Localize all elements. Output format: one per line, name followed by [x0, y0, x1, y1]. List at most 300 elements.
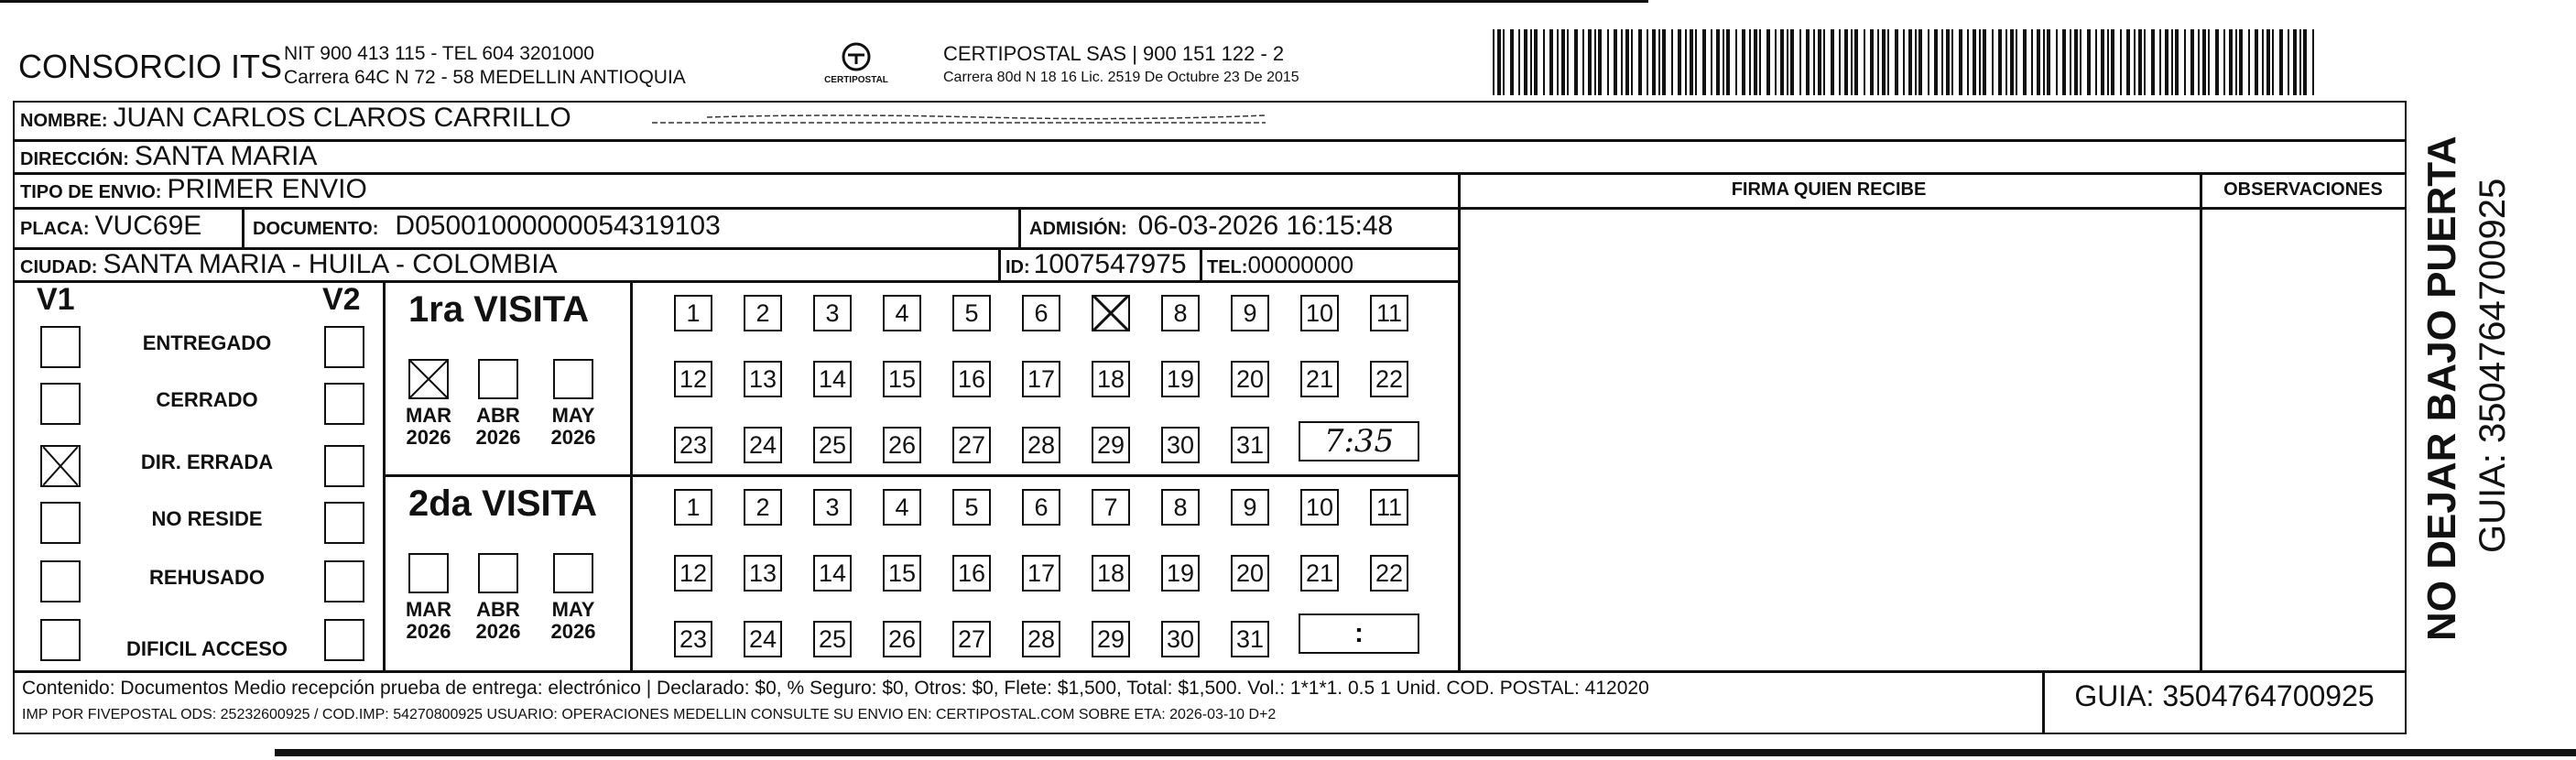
- day-number: 6: [1034, 299, 1049, 327]
- day-number: 2: [755, 493, 770, 521]
- admision-label: ADMISIÓN:: [1029, 219, 1127, 239]
- tipo-value: PRIMER ENVIO: [167, 174, 367, 204]
- day-box[interactable]: [1370, 361, 1408, 397]
- barcode-bar: [1759, 29, 1761, 95]
- barcode-bar: [1614, 29, 1617, 95]
- first-visit-time[interactable]: [1299, 421, 1419, 461]
- day-box[interactable]: [813, 361, 852, 397]
- v2-checkbox[interactable]: [324, 383, 364, 425]
- tipo-label: TIPO DE ENVIO:: [20, 182, 162, 202]
- day-box[interactable]: [952, 361, 991, 397]
- second-visit-time-value: :: [1354, 618, 1364, 648]
- second-visit-time[interactable]: [1299, 613, 1419, 654]
- placa-label: PLACA:: [20, 219, 90, 239]
- barcode-bar: [1928, 29, 1929, 95]
- month-name: MAY: [551, 404, 595, 427]
- day-box[interactable]: [1300, 361, 1339, 397]
- barcode-bar: [1647, 29, 1648, 95]
- v2-checkbox[interactable]: [324, 445, 364, 487]
- day-box[interactable]: [1022, 489, 1060, 526]
- day-number: 18: [1096, 364, 1125, 393]
- tipo-row: [20, 174, 367, 205]
- barcode-bar: [2262, 29, 2264, 95]
- day-box[interactable]: [744, 621, 782, 657]
- day-number: 26: [887, 430, 917, 459]
- nombre-value: JUAN CARLOS CLAROS CARRILLO: [113, 103, 571, 133]
- day-box[interactable]: [1231, 489, 1269, 526]
- day-box[interactable]: [1022, 555, 1060, 592]
- barcode-bar: [2037, 29, 2040, 95]
- barcode-bar: [2175, 29, 2179, 95]
- day-box[interactable]: [1300, 295, 1339, 331]
- barcode-bar: [2184, 29, 2186, 95]
- barcode-bar: [2239, 29, 2243, 95]
- barcode-bar: [2272, 29, 2274, 95]
- day-box[interactable]: [1022, 295, 1060, 331]
- status-label: CERRADO: [156, 388, 258, 411]
- barcode-bar: [1799, 29, 1801, 95]
- barcode-bar: [2070, 29, 2071, 95]
- day-box[interactable]: [744, 555, 782, 592]
- month-checkbox[interactable]: [478, 359, 518, 399]
- certipostal-logo: [815, 37, 897, 92]
- month-checkbox[interactable]: [553, 359, 593, 399]
- barcode-bar: [2031, 29, 2033, 95]
- barcode-bar: [1780, 29, 1784, 95]
- barcode-bar: [2202, 29, 2206, 95]
- documento-row: [253, 211, 721, 242]
- day-box[interactable]: [952, 555, 991, 592]
- barcode-bar: [2235, 29, 2237, 95]
- side-warning: NO DEJAR BAJO PUERTA: [2419, 136, 2464, 641]
- day-number: 11: [1375, 299, 1403, 327]
- day-number: 3: [825, 299, 840, 327]
- day-box[interactable]: [883, 621, 921, 657]
- day-box[interactable]: [1161, 621, 1200, 657]
- barcode-bar: [2288, 29, 2289, 95]
- day-box[interactable]: [1092, 621, 1130, 657]
- v2-label: V2: [322, 282, 361, 317]
- company-nit: NIT 900 413 115 - TEL 604 3201000: [284, 43, 594, 64]
- day-number: 28: [1027, 430, 1056, 459]
- tel-row: [1207, 251, 1353, 279]
- barcode-bar: [2266, 29, 2270, 95]
- barcode-bar: [2087, 29, 2091, 95]
- day-number: 1: [686, 299, 701, 327]
- direccion-label: DIRECCIÓN:: [20, 149, 129, 169]
- barcode-bar: [1851, 29, 1853, 95]
- barcode-bar: [1870, 29, 1874, 95]
- barcode-bar: [1557, 29, 1559, 95]
- barcode-bar: [1790, 29, 1794, 95]
- barcode-bar: [1621, 29, 1623, 95]
- day-number: 29: [1096, 624, 1125, 653]
- day-number: 17: [1027, 559, 1056, 587]
- month-name: ABR: [476, 598, 520, 621]
- carrier-name: CERTIPOSTAL SAS | 900 151 122 - 2: [943, 42, 1285, 65]
- month-year: 2026: [550, 620, 596, 643]
- day-number: 20: [1235, 559, 1265, 587]
- day-number: 25: [818, 430, 847, 459]
- barcode-bar: [1524, 29, 1527, 95]
- month-year: 2026: [550, 426, 596, 449]
- month-year: 2026: [475, 620, 521, 643]
- barcode: [1493, 29, 2317, 95]
- barcode-bar: [1652, 29, 1656, 95]
- day-box[interactable]: [674, 295, 712, 331]
- day-box[interactable]: [1370, 489, 1408, 526]
- day-number: 18: [1096, 559, 1125, 587]
- nombre-scribble: [652, 110, 1266, 128]
- v1-checkbox[interactable]: [40, 326, 81, 368]
- barcode-bar: [1549, 29, 1553, 95]
- day-box[interactable]: [952, 489, 991, 526]
- day-number: 9: [1243, 493, 1257, 521]
- barcode-bar: [1903, 29, 1905, 95]
- status-label: REHUSADO: [149, 566, 265, 589]
- footer-contenido: Contenido: Documentos Medio recepción prueba de entrega: electrónico | Declarado: $0, % Seguro: $0, Otros: $0, Flete: $1,500, Total: $1,500. Vol.: 1*1*1. 0.5 1 Unid. COD. POSTAL: 412020: [22, 678, 1649, 699]
- barcode-bar: [1998, 29, 2002, 95]
- month-name: MAR: [405, 404, 452, 427]
- barcode-bar: [2223, 29, 2225, 95]
- day-box[interactable]: [1022, 361, 1060, 397]
- barcode-bar: [1864, 29, 1865, 95]
- v2-checkbox[interactable]: [324, 619, 364, 661]
- barcode-bar: [1723, 29, 1724, 95]
- day-box[interactable]: [674, 427, 712, 463]
- id-row: [1005, 249, 1187, 280]
- barcode-bar: [1895, 29, 1898, 95]
- barcode-bar: [2299, 29, 2301, 95]
- barcode-bar: [2208, 29, 2210, 95]
- day-number: 30: [1166, 430, 1195, 459]
- barcode-bar: [1638, 29, 1642, 95]
- barcode-bar: [1716, 29, 1720, 95]
- day-box[interactable]: [744, 489, 782, 526]
- barcode-bar: [2138, 29, 2142, 95]
- barcode-bar: [1823, 29, 1825, 95]
- barcode-bar: [1934, 29, 1938, 95]
- barcode-bar: [1749, 29, 1751, 95]
- admision-row: [1029, 211, 1393, 242]
- day-number: 19: [1166, 364, 1195, 393]
- v2-checkbox[interactable]: [324, 502, 364, 544]
- day-box[interactable]: [1092, 489, 1130, 526]
- barcode-bar: [2165, 29, 2168, 95]
- day-box[interactable]: [1092, 295, 1130, 331]
- day-number: 3: [825, 493, 840, 521]
- day-box[interactable]: [1231, 361, 1269, 397]
- barcode-bar: [2134, 29, 2136, 95]
- day-box[interactable]: [1231, 555, 1269, 592]
- barcode-bar: [2144, 29, 2146, 95]
- day-box[interactable]: [1161, 361, 1200, 397]
- day-box[interactable]: [1370, 555, 1408, 592]
- logo-text: CERTIPOSTAL: [824, 75, 888, 85]
- day-box[interactable]: [813, 555, 852, 592]
- barcode-bar: [1941, 29, 1943, 95]
- day-box[interactable]: [744, 295, 782, 331]
- company-name: CONSORCIO ITS: [18, 48, 283, 85]
- month-label: [401, 599, 456, 643]
- day-box[interactable]: [744, 361, 782, 397]
- month-name: MAY: [551, 598, 595, 621]
- barcode-bar: [1877, 29, 1879, 95]
- barcode-bar: [1678, 29, 1681, 95]
- day-number: 15: [887, 364, 917, 393]
- barcode-bar: [2293, 29, 2297, 95]
- day-box[interactable]: [952, 621, 991, 657]
- barcode-bar: [2151, 29, 2155, 95]
- day-box[interactable]: [1022, 621, 1060, 657]
- barcode-bar: [1711, 29, 1712, 95]
- day-box[interactable]: [1370, 295, 1408, 331]
- barcode-bar: [1625, 29, 1629, 95]
- day-number: 25: [818, 624, 847, 653]
- barcode-bar: [1967, 29, 1969, 95]
- day-box[interactable]: [1161, 489, 1200, 526]
- barcode-bar: [1992, 29, 1994, 95]
- barcode-bar: [1813, 29, 1815, 95]
- barcode-bar: [1946, 29, 1950, 95]
- barcode-bar: [2056, 29, 2058, 95]
- carrier-address: Carrera 80d N 18 16 Lic. 2519 De Octubre 23 De 2015: [943, 70, 1299, 85]
- day-box[interactable]: [1231, 295, 1269, 331]
- company-address: Carrera 64C N 72 - 58 MEDELLIN ANTIOQUIA: [284, 67, 686, 88]
- day-number: 16: [957, 559, 986, 587]
- nombre-row: [20, 103, 571, 134]
- footer-guia: GUIA: 3504764700925: [2074, 679, 2375, 712]
- nombre-label: NOMBRE:: [20, 111, 108, 131]
- barcode-bar: [1695, 29, 1697, 95]
- day-number: 11: [1375, 493, 1403, 521]
- month-name: MAR: [405, 598, 452, 621]
- day-box[interactable]: [883, 555, 921, 592]
- day-number: 15: [887, 559, 917, 587]
- barcode-bar: [1561, 29, 1565, 95]
- day-number: 23: [679, 430, 708, 459]
- v1-checkbox[interactable]: [40, 619, 81, 661]
- day-number: 24: [748, 624, 777, 653]
- barcode-bar: [1567, 29, 1569, 95]
- barcode-bar: [1574, 29, 1578, 95]
- status-label: ENTREGADO: [142, 331, 272, 354]
- month-label: [471, 599, 526, 643]
- status-label: DIFICIL ACCESO: [125, 637, 288, 660]
- day-box[interactable]: [1300, 555, 1339, 592]
- day-number: 10: [1305, 493, 1334, 521]
- day-box[interactable]: [952, 427, 991, 463]
- day-box[interactable]: [813, 427, 852, 463]
- footer-imp: IMP POR FIVEPOSTAL ODS: 25232600925 / COD.IMP: 54270800925 USUARIO: OPERACIONES MEDELLIN CONSULTE SU ENVIO EN: CERTIPOSTAL.COM SOBRE ETA: 2026-03-10 D+2: [22, 707, 1277, 722]
- month-checkbox[interactable]: [478, 553, 518, 593]
- barcode-bar: [2080, 29, 2081, 95]
- day-number: 22: [1375, 559, 1404, 587]
- month-year: 2026: [475, 426, 521, 449]
- month-year: 2026: [406, 426, 451, 449]
- v2-checkbox[interactable]: [324, 326, 364, 368]
- day-box[interactable]: [674, 489, 712, 526]
- barcode-bar: [1658, 29, 1660, 95]
- status-label: DIR. ERRADA: [140, 451, 274, 473]
- v1-checkbox[interactable]: [40, 445, 81, 487]
- day-number: 12: [679, 364, 708, 393]
- month-label: [546, 599, 601, 643]
- v2-checkbox[interactable]: [324, 560, 364, 603]
- barcode-bar: [1754, 29, 1757, 95]
- day-box[interactable]: [813, 621, 852, 657]
- barcode-bar: [1854, 29, 1858, 95]
- day-number: 21: [1305, 559, 1334, 587]
- day-box[interactable]: [674, 555, 712, 592]
- day-number: 27: [957, 430, 986, 459]
- day-box[interactable]: [952, 295, 991, 331]
- day-box[interactable]: [883, 361, 921, 397]
- barcode-bar: [2303, 29, 2307, 95]
- day-box[interactable]: [1022, 427, 1060, 463]
- day-number: 21: [1305, 364, 1334, 393]
- barcode-bar: [1582, 29, 1584, 95]
- barcode-bar: [1983, 29, 1986, 95]
- barcode-bar: [2074, 29, 2078, 95]
- barcode-bar: [2005, 29, 2007, 95]
- barcode-bar: [2198, 29, 2200, 95]
- month-checkbox[interactable]: [408, 553, 449, 593]
- direccion-row: [20, 141, 317, 172]
- barcode-bar: [1510, 29, 1514, 95]
- barcode-bar: [2062, 29, 2066, 95]
- observaciones-header: OBSERVACIONES: [2223, 179, 2383, 200]
- day-number: 22: [1375, 364, 1404, 393]
- day-number: 10: [1305, 299, 1334, 327]
- day-number: 29: [1096, 430, 1125, 459]
- barcode-bar: [2016, 29, 2017, 95]
- day-number: 7: [1103, 493, 1118, 521]
- day-number: 19: [1166, 559, 1195, 587]
- day-box[interactable]: [674, 621, 712, 657]
- day-number: 8: [1173, 493, 1188, 521]
- day-box[interactable]: [813, 489, 852, 526]
- barcode-bar: [2312, 29, 2314, 95]
- status-label: NO RESIDE: [151, 507, 263, 530]
- second-visit-title: 2da VISITA: [408, 483, 597, 524]
- top-rule: [0, 0, 1648, 3]
- day-box[interactable]: [1300, 489, 1339, 526]
- barcode-bar: [1662, 29, 1666, 95]
- barcode-bar: [1887, 29, 1889, 95]
- month-label: [401, 405, 456, 449]
- month-label: [471, 405, 526, 449]
- barcode-bar: [1839, 29, 1841, 95]
- barcode-bar: [2101, 29, 2104, 95]
- barcode-bar: [1493, 29, 1495, 95]
- barcode-bar: [2159, 29, 2161, 95]
- barcode-bar: [1918, 29, 1922, 95]
- month-year: 2026: [406, 620, 451, 643]
- barcode-bar: [2229, 29, 2233, 95]
- barcode-bar: [1518, 29, 1520, 95]
- day-box[interactable]: [744, 427, 782, 463]
- month-checkbox[interactable]: [553, 553, 593, 593]
- day-box[interactable]: [1161, 427, 1200, 463]
- barcode-bar: [1534, 29, 1538, 95]
- firma-header: FIRMA QUIEN RECIBE: [1731, 179, 1927, 200]
- barcode-bar: [2190, 29, 2194, 95]
- day-number: 2: [755, 299, 770, 327]
- day-box[interactable]: [813, 295, 852, 331]
- day-box[interactable]: [883, 427, 921, 463]
- day-number: 30: [1166, 624, 1195, 653]
- barcode-bar: [2120, 29, 2122, 95]
- barcode-bar: [2095, 29, 2097, 95]
- v1-checkbox[interactable]: [40, 502, 81, 544]
- barcode-bar: [1979, 29, 1981, 95]
- admision-value: 06-03-2026 16:15:48: [1137, 211, 1394, 241]
- day-number: 31: [1235, 624, 1265, 653]
- placa-row: [20, 211, 201, 242]
- id-label: ID:: [1005, 257, 1030, 277]
- ciudad-value: SANTA MARIA - HUILA - COLOMBIA: [103, 249, 558, 279]
- day-box[interactable]: [1092, 555, 1130, 592]
- barcode-bar: [2107, 29, 2109, 95]
- barcode-bar: [1685, 29, 1687, 95]
- barcode-bar: [1497, 29, 1501, 95]
- barcode-bar: [1631, 29, 1633, 95]
- day-box[interactable]: [1092, 361, 1130, 397]
- month-checkbox[interactable]: [408, 359, 449, 399]
- barcode-bar: [2043, 29, 2045, 95]
- day-number: 9: [1243, 299, 1257, 327]
- day-box[interactable]: [1161, 295, 1200, 331]
- barcode-bar: [1530, 29, 1532, 95]
- barcode-bar: [2215, 29, 2219, 95]
- barcode-bar: [1766, 29, 1770, 95]
- day-box[interactable]: [1231, 621, 1269, 657]
- day-box[interactable]: [883, 489, 921, 526]
- day-number: 4: [895, 493, 909, 521]
- barcode-bar: [1594, 29, 1596, 95]
- day-number: 1: [686, 493, 701, 521]
- barcode-bar: [1690, 29, 1693, 95]
- day-box[interactable]: [1092, 427, 1130, 463]
- ciudad-label: CIUDAD:: [20, 257, 98, 277]
- day-number: 31: [1235, 430, 1265, 459]
- day-box[interactable]: [883, 295, 921, 331]
- day-number: 24: [748, 430, 777, 459]
- first-visit-title: 1ra VISITA: [408, 289, 590, 330]
- v1-checkbox[interactable]: [40, 383, 81, 425]
- tel-value: 00000000: [1247, 251, 1354, 278]
- day-box[interactable]: [1231, 427, 1269, 463]
- barcode-bar: [1844, 29, 1848, 95]
- day-box[interactable]: [674, 361, 712, 397]
- day-number: 13: [748, 559, 777, 587]
- barcode-bar: [1882, 29, 1886, 95]
- ciudad-row: [20, 249, 558, 280]
- day-box[interactable]: [1161, 555, 1200, 592]
- id-value: 1007547975: [1033, 249, 1187, 279]
- barcode-bar: [2047, 29, 2050, 95]
- day-number: 14: [818, 364, 847, 393]
- bottom-bar: [275, 749, 2576, 756]
- barcode-bar: [2126, 29, 2130, 95]
- barcode-bar: [2111, 29, 2114, 95]
- v1-checkbox[interactable]: [40, 560, 81, 603]
- barcode-bar: [2023, 29, 2027, 95]
- tel-label: TEL:: [1207, 257, 1248, 277]
- documento-value: D05001000000054319103: [395, 211, 721, 241]
- barcode-bar: [1806, 29, 1810, 95]
